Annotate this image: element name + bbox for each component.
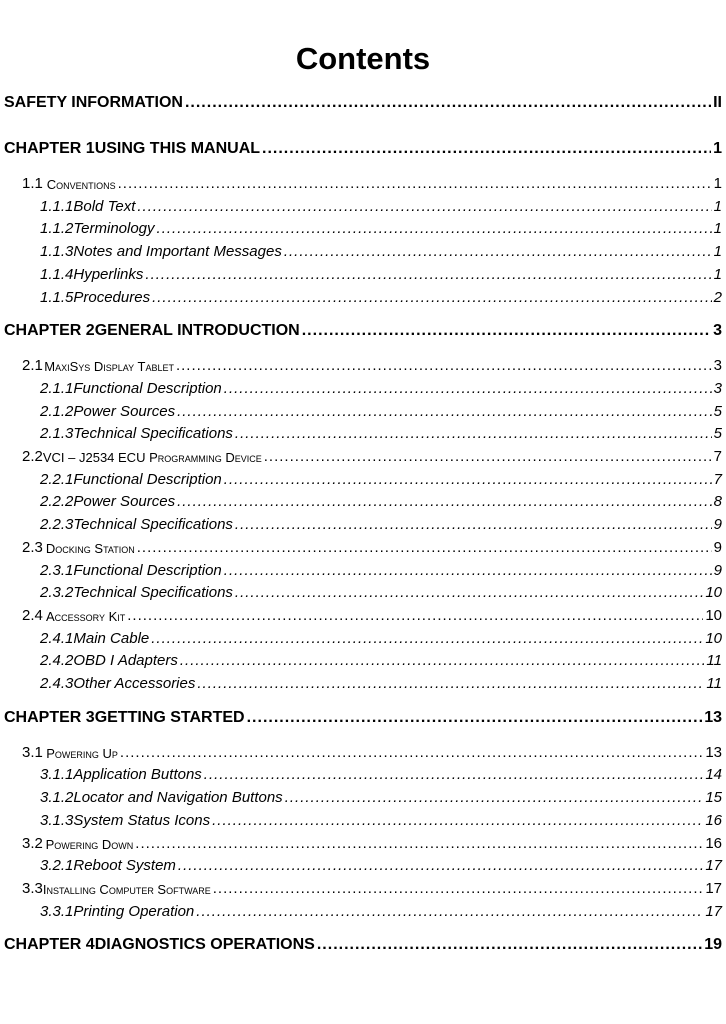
- toc-entry-number: 1.1.2: [40, 220, 74, 238]
- toc-entry-sub[interactable]: [40, 215, 722, 237]
- toc-entry-sub[interactable]: [40, 807, 722, 829]
- dot-leader: [196, 903, 703, 920]
- toc-entry-sub[interactable]: [40, 284, 722, 306]
- toc-entry-section[interactable]: [22, 534, 722, 556]
- toc-entry-title: Printing Operation: [73, 902, 195, 920]
- toc-entry-number: 2.4.1: [40, 629, 74, 647]
- toc-entry-title: Powering Down: [45, 836, 134, 852]
- dot-leader: [224, 380, 712, 397]
- toc-entry-title: Reboot System: [73, 857, 176, 875]
- toc-entry-page: 16: [705, 811, 722, 829]
- toc-entry-number: 2.4.3: [40, 675, 74, 692]
- toc-entry-sub[interactable]: [40, 557, 722, 579]
- toc-entry-number: 2.3.1: [40, 561, 74, 579]
- toc-entry-title: Bold Text: [73, 197, 136, 215]
- dot-leader: [284, 243, 712, 260]
- toc-entry-section[interactable]: [22, 875, 722, 897]
- toc-entry-title: Technical Specifications: [73, 425, 233, 443]
- dot-leader: [302, 322, 711, 340]
- toc-entry-page: 1: [713, 243, 722, 261]
- dot-leader: [224, 562, 712, 579]
- dot-leader: [224, 471, 712, 488]
- toc-entry-number: 3.3.1: [40, 902, 74, 920]
- toc-entry-number: 1.1: [22, 175, 43, 192]
- toc-entry-number: 2.2.3: [40, 516, 74, 534]
- toc-entry-title: Notes and Important Messages: [73, 243, 282, 261]
- toc-entry-sub[interactable]: [40, 420, 722, 442]
- toc-entry-title: VCI – J2534 ECU Programming Device: [42, 450, 262, 465]
- dot-leader: [185, 94, 711, 112]
- toc-entry-sub[interactable]: [40, 647, 722, 669]
- toc-entry-number: CHAPTER 2: [4, 322, 95, 340]
- toc-entry-chapter[interactable]: [4, 705, 722, 727]
- toc-entry-section[interactable]: [22, 830, 722, 852]
- toc-entry-sub[interactable]: [40, 238, 722, 260]
- toc-entry-title: Functional Description: [73, 470, 222, 488]
- toc-entry-number: 2.2.1: [40, 470, 74, 488]
- dot-leader: [152, 289, 712, 306]
- toc-entry-section[interactable]: [22, 443, 722, 465]
- toc-entry-title: Functional Description: [73, 379, 222, 397]
- toc-entry-title: Locator and Navigation Buttons: [73, 789, 283, 807]
- toc-entry-sub[interactable]: [40, 784, 722, 806]
- toc-entry-chapter[interactable]: [4, 90, 722, 112]
- toc-entry-page: 13: [704, 708, 722, 726]
- dot-leader: [127, 607, 703, 624]
- toc-entry-page: 11: [706, 675, 722, 692]
- toc-entry-sub[interactable]: [40, 375, 722, 397]
- toc-entry-number: 3.2.1: [40, 857, 74, 875]
- dot-leader: [177, 403, 712, 420]
- toc-entry-page: 1: [713, 175, 722, 192]
- toc-entry-page: 15: [705, 789, 722, 807]
- dot-leader: [137, 539, 712, 556]
- toc-entry-page: 19: [704, 936, 722, 954]
- toc-entry-title: Technical Specifications: [73, 584, 233, 602]
- dot-leader: [137, 198, 711, 215]
- toc-entry-number: 2.1.1: [40, 379, 74, 397]
- toc-entry-chapter[interactable]: [4, 136, 722, 158]
- toc-entry-title: Docking Station: [45, 540, 135, 556]
- toc-entry-number: CHAPTER 3: [4, 708, 95, 726]
- toc-entry-page: 10: [705, 584, 722, 602]
- dot-leader: [120, 744, 703, 761]
- toc-entry-title: System Status Icons: [73, 811, 211, 829]
- toc-entry-title: Power Sources: [73, 402, 176, 420]
- toc-entry-page: 2: [713, 288, 722, 306]
- toc-entry-chapter[interactable]: [4, 932, 722, 954]
- toc-entry-page: 3: [713, 379, 722, 397]
- toc-entry-title: Procedures: [73, 288, 151, 306]
- dot-leader: [176, 357, 712, 374]
- toc-entry-number: 3.3: [22, 879, 43, 897]
- toc-entry-number: 2.4: [22, 606, 43, 624]
- toc-entry-title: Hyperlinks: [73, 265, 144, 283]
- toc-entry-sub[interactable]: [40, 625, 722, 647]
- dot-leader: [135, 835, 703, 852]
- toc-entry-title: Application Buttons: [73, 766, 202, 784]
- toc-entry-number: 2.1.3: [40, 425, 74, 443]
- dot-leader: [178, 857, 703, 874]
- toc-entry-number: 2.1.2: [40, 402, 74, 420]
- toc-entry-page: 7: [713, 448, 722, 465]
- toc-entry-sub[interactable]: [40, 398, 722, 420]
- toc-entry-sub[interactable]: [40, 579, 722, 601]
- dot-leader: [197, 675, 704, 692]
- toc-entry-page: 10: [705, 629, 722, 647]
- toc-entry-section[interactable]: [22, 602, 722, 624]
- toc-entry-page: 1: [713, 220, 722, 238]
- toc-entry-section[interactable]: [22, 352, 722, 374]
- toc-entry-number: 1.1.1: [40, 197, 74, 215]
- toc-entry-page: 7: [713, 470, 722, 488]
- toc-entry-number: 3.1.3: [40, 811, 74, 829]
- toc-entry-page: 14: [705, 766, 722, 784]
- dot-leader: [157, 220, 712, 237]
- dot-leader: [204, 766, 704, 783]
- toc-entry-title: SAFETY INFORMATION: [4, 94, 183, 111]
- toc-entry-page: 13: [705, 743, 722, 761]
- toc-entry-page: 3: [713, 322, 722, 340]
- toc-entry-sub[interactable]: [40, 511, 722, 533]
- toc-entry-page: 9: [713, 516, 722, 534]
- toc-entry-page: 3: [713, 357, 722, 375]
- toc-entry-number: 2.2.2: [40, 493, 74, 511]
- toc-entry-sub[interactable]: [40, 898, 722, 920]
- dot-leader: [235, 584, 703, 601]
- toc-entry-number: CHAPTER 1: [4, 140, 95, 157]
- dot-leader: [264, 448, 712, 465]
- toc-entry-title: DIAGNOSTICS OPERATIONS: [94, 936, 315, 954]
- toc-entry-chapter[interactable]: [4, 318, 722, 340]
- dot-leader: [247, 709, 703, 727]
- toc-entry-title: Power Sources: [73, 493, 176, 511]
- toc-entry-page: 16: [705, 834, 722, 852]
- toc-entry-number: 2.2: [22, 448, 43, 465]
- toc-entry-number: 2.3: [22, 538, 43, 556]
- toc-entry-title: Powering Up: [46, 745, 118, 761]
- dot-leader: [151, 630, 703, 647]
- dot-leader: [177, 493, 712, 510]
- toc-entry-number: 1.1.3: [40, 243, 74, 261]
- toc-entry-number: 3.2: [22, 834, 43, 852]
- toc-entry-title: Conventions: [46, 177, 116, 192]
- dot-leader: [317, 936, 702, 954]
- toc-entry-number: 1.1.5: [40, 288, 74, 306]
- toc-entry-sub[interactable]: [40, 761, 722, 783]
- toc-entry-sub[interactable]: [40, 193, 722, 215]
- toc-entry-page: 5: [713, 425, 722, 443]
- toc-entry-page: 1: [713, 265, 722, 283]
- toc-entry-number: 2.4.2: [40, 652, 74, 670]
- toc-entry-page: 9: [713, 561, 722, 579]
- dot-leader: [118, 175, 712, 192]
- dot-leader: [212, 812, 703, 829]
- toc-entry-section[interactable]: [22, 739, 722, 761]
- toc-entry-page: 17: [705, 902, 722, 920]
- toc-entry-page: 17: [705, 857, 722, 875]
- toc-entry-sub[interactable]: [40, 466, 722, 488]
- toc-entry-page: 17: [705, 879, 722, 897]
- toc-entry-number: 1.1.4: [40, 265, 74, 283]
- toc-entry-page: 1: [713, 197, 722, 215]
- page-title: Contents: [295, 41, 431, 76]
- toc-entry-sub[interactable]: [40, 670, 722, 692]
- toc-entry-title: Other Accessories: [73, 675, 196, 692]
- toc-entry-number: CHAPTER 4: [4, 936, 95, 954]
- toc-entry-title: Technical Specifications: [73, 516, 233, 534]
- toc-entry-number: 2.3.2: [40, 584, 74, 602]
- toc-entry-title: Accessory Kit: [45, 608, 126, 624]
- toc-entry-title: OBD I Adapters: [73, 652, 178, 670]
- toc-entry-page: 8: [713, 493, 722, 511]
- toc-entry-page: 11: [706, 652, 722, 670]
- toc-entry-title: Main Cable: [73, 629, 150, 647]
- toc-entry-number: 3.1: [22, 743, 43, 761]
- toc-entry-title: Functional Description: [73, 561, 222, 579]
- dot-leader: [145, 266, 711, 283]
- toc-entry-title: GENERAL INTRODUCTION: [94, 322, 300, 340]
- toc-entry-number: 3.1.2: [40, 789, 74, 807]
- toc-entry-title: USING THIS MANUAL: [94, 140, 261, 157]
- toc-entry-sub[interactable]: [40, 852, 722, 874]
- toc-entry-title: Installing Computer Software: [42, 881, 211, 897]
- dot-leader: [285, 789, 704, 806]
- toc-entry-section[interactable]: [22, 170, 722, 192]
- toc-entry-title: Terminology: [73, 220, 155, 238]
- toc-entry-sub[interactable]: [40, 261, 722, 283]
- toc-entry-title: GETTING STARTED: [94, 708, 245, 726]
- toc-entry-sub[interactable]: [40, 488, 722, 510]
- toc-entry-page: 5: [713, 402, 722, 420]
- toc-entry-page: 10: [705, 606, 722, 624]
- toc-entry-page: II: [713, 94, 722, 111]
- toc-entry-number: 3.1.1: [40, 766, 74, 784]
- toc-entry-page: 1: [713, 140, 722, 157]
- dot-leader: [235, 516, 712, 533]
- dot-leader: [262, 140, 711, 158]
- dot-leader: [213, 880, 704, 897]
- toc-entry-title: MaxiSys Display Tablet: [44, 359, 174, 375]
- dot-leader: [235, 425, 712, 442]
- toc-entry-number: 2.1: [22, 357, 43, 375]
- dot-leader: [180, 652, 705, 669]
- toc-entry-page: 9: [713, 538, 722, 556]
